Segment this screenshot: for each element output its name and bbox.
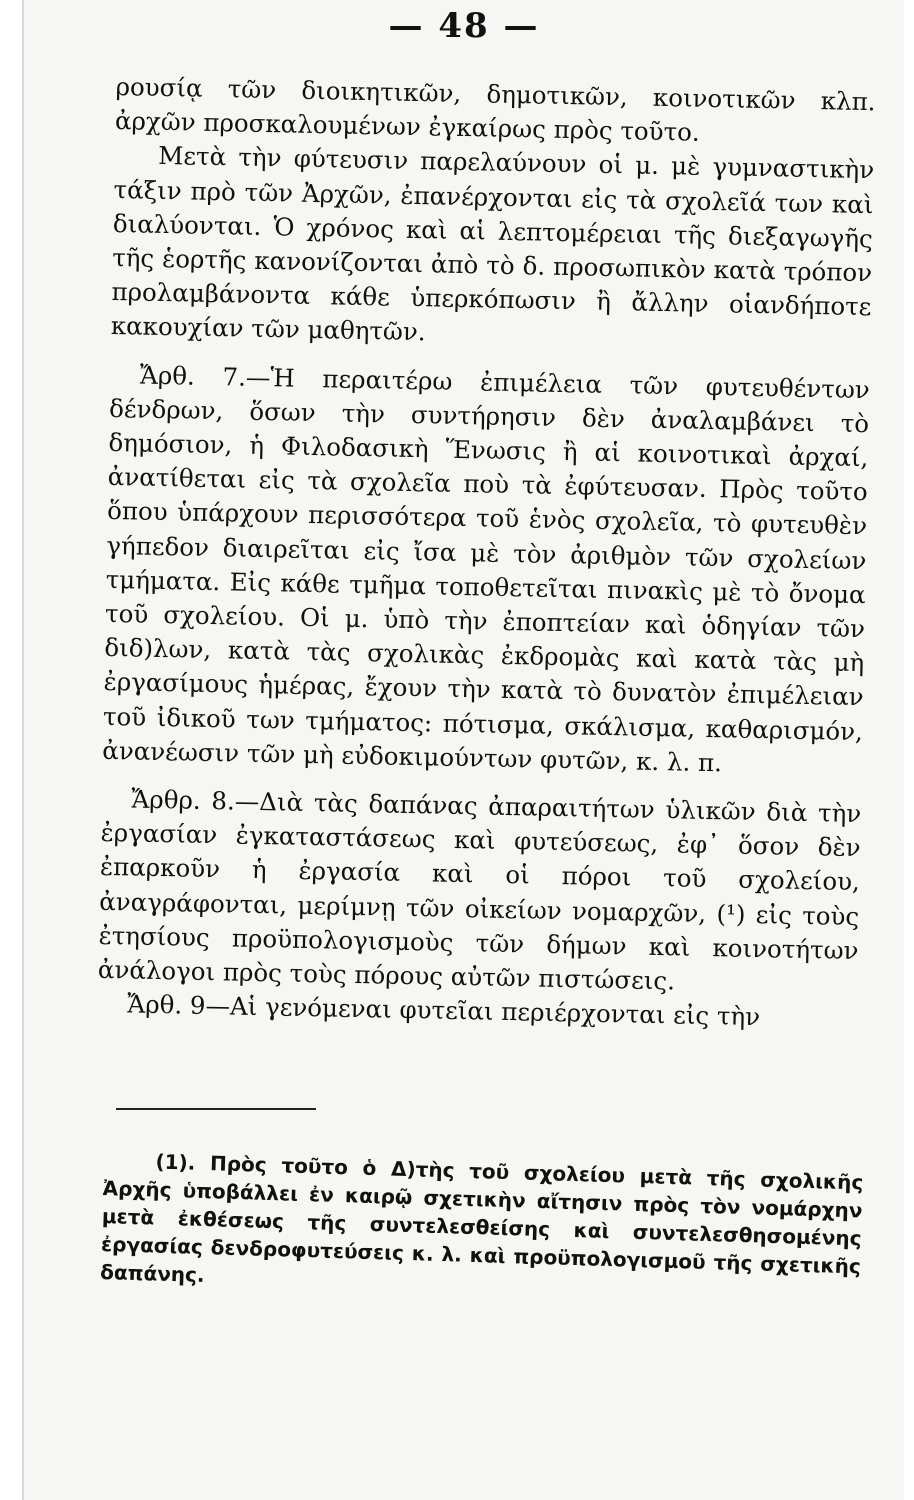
paragraph-continuation: ρουσίᾳ τῶν διοικητικῶν, δημοτικῶν, κοινοτικῶν κλπ. ἀρχῶν προσκαλουμένων ἐγκαίρως πρὸς τοῦτο. (114, 71, 876, 147)
body-text (97, 70, 876, 1037)
document-page (22, 0, 904, 1500)
footnote-text: (1). Πρὸς τοῦτο ὁ Δ)τὴς τοῦ σχολείου μετὰ τῆς σχολικῆς Ἀρχῆς ὑποβάλλει ἐν καιρῷ σχετικὴν αἴτησιν πρὸς τὸν νομάρχην μετὰ ἐκθέσεως τῆς συντελεσθείσης καὶ συντελεσθησομένης ἐργασίας δενδροφυτεύσεις κ. λ. καὶ προϋπολογισμοῦ τῆς σχετικῆς δαπάνης. (99, 1149, 864, 1288)
page-number: — 48 — (388, 6, 540, 46)
article-8: Ἄρθρ. 8.—Διὰ τὰς δαπάνας ἀπαραιτήτων ὑλικῶν διὰ τὴν ἐργασίαν ἐγκαταστάσεως καὶ φυτεύσεως, ἐφ᾽ ὅσον δὲν ἐπαρκοῦν ἡ ἐργασία καὶ οἱ πόροι τοῦ σχολείου, ἀναγράφονται, μερίμνῃ τῶν οἰκείων νομαρχῶν, (¹) εἰς τοὺς ἐτησίους προϋπολογισμοὺς τῶν δήμων καὶ κοινοτήτων ἀνάλογοι πρὸς τοὺς πόρους αὐτῶν πιστώσεις. (97, 784, 862, 996)
footnote (100, 1146, 864, 1308)
paragraph-planting-ceremony: Μετὰ τὴν φύτευσιν παρελαύνουν οἱ μ. μὲ γυμναστικὴν τάξιν πρὸ τῶν Ἀρχῶν, ἐπανέρχονται εἰς τὰ σχολεῖά των καὶ διαλύονται. Ὁ χρόνος καὶ αἱ λεπτομέρειαι τῆς διεξαγωγῆς τῆς ἑορτῆς κανονίζονται ἀπὸ τὸ δ. προσωπικὸν κατὰ τρόπον προλαμβάνοντα κάθε ὑπερκόπωσιν ἢ ἄλλην οἱανδήποτε κακουχίαν τῶν μαθητῶν. (110, 141, 875, 347)
article-7: Ἄρθ. 7.—Ἡ περαιτέρω ἐπιμέλεια τῶν φυτευθέντων δένδρων, ὅσων τὴν συντήρησιν δὲν ἀναλαμβάνει τὸ δημόσιον, ἡ Φιλοδασικὴ Ἕνωσις ἢ αἱ κοινοτικαὶ ἀρχαί, ἀνατίθεται εἰς τὰ σχολεῖα ποὺ τὰ ἐφύτευσαν. Πρὸς τοῦτο ὅπου ὑπάρχουν περισσότερα τοῦ ἑνὸς σχολεῖα, τὸ φυτευθὲν γήπεδον διαιρεῖται εἰς ἴσα μὲ τὸν ἀριθμὸν τῶν σχολείων τμήματα. Εἰς κάθε τμῆμα τοποθετεῖται πινακὶς μὲ τὸ ὄνομα τοῦ σχολείου. Οἱ μ. ὑπὸ τὴν ἐποπτείαν καὶ ὁδηγίαν τῶν διδ)λων, κατὰ τὰς σχολικὰς ἐκδρομὰς καὶ κατὰ τὰς μὴ ἐργασίμους ἡμέρας, ἔχουν τὴν κατὰ τὸ δυνατὸν ἐπιμέλειαν τοῦ ἰδικοῦ των τμήματος: πότισμα, σκάλισμα, καθαρισμόν, ἀνανέωσιν τῶν μὴ εὐδοκιμούντων φυτῶν, κ. λ. π. (102, 360, 871, 778)
article-9: Ἄρθ. 9—Αἱ γενόμεναι φυτεῖαι περιέρχονται εἰς τὴν (126, 989, 761, 1032)
footnote-divider (116, 1108, 316, 1110)
